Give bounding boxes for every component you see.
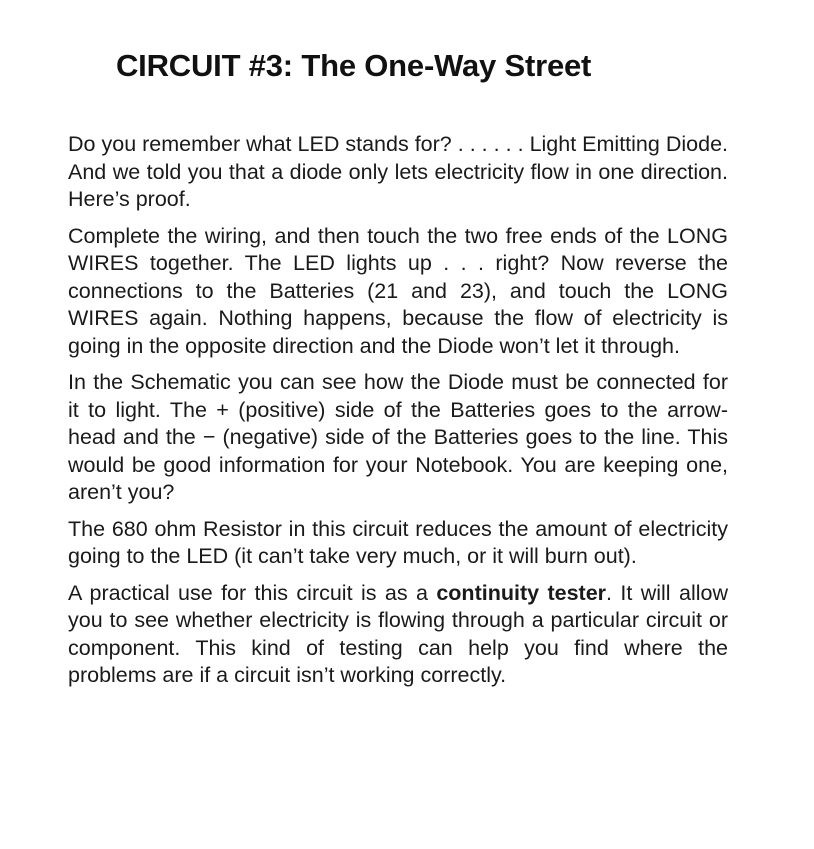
paragraph-resistor-note: The 680 ohm Resistor in this circuit reduces the amount of electricity going to the LED (it can’t take very much, or it will burn out). bbox=[68, 516, 728, 568]
paragraph-led-definition: Do you remember what LED stands for? . . . . . . Light Emitting Diode. And we told you that a diode only lets electricity flow in one direction. Here’s proof. bbox=[68, 132, 728, 211]
page-title: CIRCUIT #3: The One-Way Street bbox=[116, 48, 592, 83]
continuity-text-before: A practical use for this circuit is as a bbox=[68, 580, 437, 605]
continuity-tester-term: continuity tester bbox=[436, 580, 607, 605]
continuity-text-after: . It will allow you to see whether electricity is flowing through a particular circuit or component. This kind of testing can help you find where the problems are if a circuit isn’t working correctly. bbox=[68, 580, 728, 687]
body-text bbox=[68, 131, 728, 699]
paragraph-schematic-explanation: In the Schematic you can see how the Diode must be connected for it to light. The + (positive) side of the Batteries goes to the arrow-head and the − (negative) side of the Batteries goes to the line. This would be good information for your Notebook. You are keeping one, aren’t you? bbox=[68, 370, 728, 504]
paragraph-wiring-instructions: Complete the wiring, and then touch the two free ends of the LONG WIRES together. The LED lights up . . . right? Now reverse the connections to the Batteries (21 and 23), and touch the LONG WIRES again. Nothing happens, because the flow of electricity is going in the opposite direction and the Diode won’t let it through. bbox=[68, 223, 728, 358]
paragraph-continuity-tester bbox=[68, 580, 728, 690]
